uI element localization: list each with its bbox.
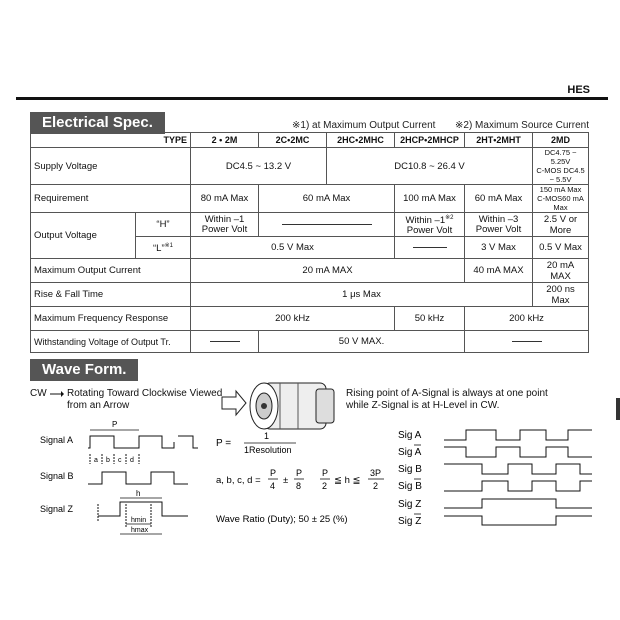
cell: 200 ns Max [533,283,589,307]
cell: 0.5 V Max [191,237,395,259]
header-rule [16,97,608,100]
arrow-icon [50,389,64,399]
frac-p: P [270,468,277,478]
cell: 50 V MAX. [259,331,465,353]
abcd-c: c [118,457,122,464]
cell: 200 kHz [191,307,395,331]
cell: 150 mA Max [539,185,582,194]
abcd-b: b [106,457,110,464]
sig-z-label: Sig Z [398,499,422,510]
cell: DC4.75 ~ 5.25V [544,148,577,166]
frac-2b: 2 [373,481,379,491]
col-header: 2HCP•2MHCP [395,133,465,148]
cell: 2.5 V or More [533,213,589,237]
rising-text-2: while Z-Signal is at H-Level in CW. [346,400,500,411]
sig-waveforms [396,424,596,532]
cell: C-MOS DC4.5 ~ 5.5V [536,166,585,184]
cell: Within –1 [405,215,446,227]
electrical-spec-table [30,132,589,353]
signal-b-label: Signal B [40,471,74,481]
cw-text-2: from an Arrow [67,400,130,411]
formula-p-den: 1Resolution [244,445,292,455]
signal-z-label: Signal Z [40,504,74,514]
page-code: HES [567,84,590,96]
cell: Power Volt [201,223,248,235]
row-label: Requirement [31,185,191,213]
cell: 80 mA Max [191,185,259,213]
sig-z-bar-label: Sig Z [398,516,422,527]
sig-a-bar-label: Sig A [398,447,422,458]
row-label: Supply Voltage [31,148,191,185]
pm: ± [283,475,289,486]
frac-p2: P [296,468,303,478]
cell: Power Volt [406,225,453,237]
frac-2: 2 [322,481,328,491]
le-h-le: ≦ h ≦ [334,475,361,486]
note-2: ※2) Maximum Source Current [455,120,589,131]
row-label: Withstanding Voltage of Output Tr. [31,331,191,353]
dash [210,341,240,342]
h-label: “H” [136,213,191,237]
sig-b-bar-label: Sig B [398,481,422,492]
wave-form-title: Wave Form. [30,359,138,381]
cell: 50 kHz [395,307,465,331]
sig-b-label: Sig B [398,464,422,475]
cell: 20 mA MAX [533,259,589,283]
cell: C-MOS60 mA Max [537,194,584,212]
cell: Within –3 [478,213,519,225]
frac-4: 4 [270,481,276,491]
row-label: Maximum Output Current [31,259,191,283]
col-header: 2HT•2MHT [465,133,533,148]
rising-text-1: Rising point of A-Signal is always at one point [346,388,548,399]
timing-diagram [38,418,208,538]
dash [282,224,372,225]
wave-ratio: Wave Ratio (Duty); 50 ± 25 (%) [216,514,348,525]
sup: ※2 [445,215,454,221]
l-label: “L” [153,242,165,254]
cell: DC10.8 ~ 26.4 V [327,148,533,185]
frac-8: 8 [296,481,302,491]
cw-text-1: Rotating Toward Clockwise Viewed [67,388,223,399]
row-label: Rise & Fall Time [31,283,191,307]
type-header: TYPE [31,133,191,148]
cell: DC4.5 ~ 13.2 V [191,148,327,185]
h-label: h [136,489,141,498]
sig-a-label: Sig A [398,430,422,441]
signal-a-label: Signal A [40,435,74,445]
formulas [214,425,394,530]
cell: 200 kHz [465,307,589,331]
row-label: Maximum Frequency Response [31,307,191,331]
electrical-spec-title: Electrical Spec. [30,112,165,134]
p-label: P [112,420,118,429]
row-label: Output Voltage [31,213,136,259]
hmin-label: hmin [131,517,147,524]
col-header: 2C•2MC [259,133,327,148]
hmax-label: hmax [131,527,149,534]
cell: Within –1 [204,213,245,225]
cell: 0.5 V Max [533,237,589,259]
frac-3p: 3P [370,468,382,478]
cell: 1 μs Max [191,283,533,307]
dash [512,341,542,342]
sup: ※1 [164,242,173,249]
cell: 20 mA MAX [191,259,465,283]
cell: 60 mA Max [465,185,533,213]
dash [413,247,447,248]
col-header: 2 • 2M [191,133,259,148]
note-1: ※1) at Maximum Output Current [292,120,436,131]
cell: 40 mA MAX [465,259,533,283]
abcd-d: d [130,457,134,464]
cell: 3 V Max [465,237,533,259]
cell: 100 mA Max [395,185,465,213]
abcd-a: a [94,457,98,464]
col-header: 2MD [533,133,589,148]
col-header: 2HC•2MHC [327,133,395,148]
formula-p-left: P = [216,438,232,449]
formula-p-num: 1 [264,431,270,441]
cell: Power Volt [475,223,522,235]
page-edge-tab [616,398,620,420]
formula-abcd: a, b, c, d = [216,475,261,486]
cw-label: CW [30,388,47,399]
cell: 60 mA Max [259,185,395,213]
frac-p3: P [322,468,329,478]
